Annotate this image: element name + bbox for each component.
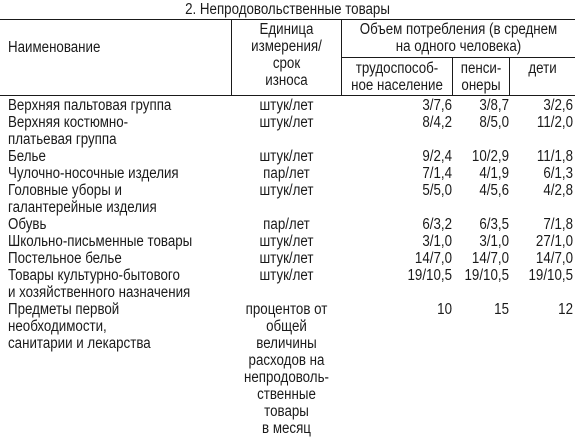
row-value: 6/3,2 <box>422 216 452 233</box>
table-title: 2. Непродовольственные товары <box>185 1 390 18</box>
row-value: 4/5,6 <box>479 182 509 199</box>
row-value: 19/10,5 <box>528 267 573 284</box>
unit-column-header: срок <box>272 55 301 72</box>
row-name: Белье <box>8 148 46 165</box>
row-value: 6/1,3 <box>543 165 573 182</box>
row-value: 3/7,6 <box>422 97 452 114</box>
row-value: 10 <box>437 301 452 318</box>
row-value: 15 <box>494 301 509 318</box>
row-unit: расходов на <box>248 352 325 369</box>
row-unit: штук/лет <box>259 267 314 284</box>
consumption-rule <box>342 57 575 58</box>
row-value: 19/10,5 <box>407 267 452 284</box>
row-unit: в месяц <box>262 420 311 437</box>
row-unit: пар/лет <box>263 165 310 182</box>
pensioners-header: пенси- <box>460 60 502 77</box>
row-value: 3/8,7 <box>479 97 509 114</box>
row-unit: товары <box>264 403 309 420</box>
row-name: Верхняя костюмно- <box>8 114 129 131</box>
working-age-header: трудоспособ- <box>355 60 439 77</box>
row-value: 19/10,5 <box>464 267 509 284</box>
row-name: Обувь <box>8 216 47 233</box>
children-header: дети <box>528 60 557 77</box>
row-unit: величины <box>256 335 317 352</box>
row-unit: непродоволь- <box>244 369 329 386</box>
row-value: 8/5,0 <box>479 114 509 131</box>
row-value: 10/2,9 <box>471 148 509 165</box>
row-unit: общей <box>266 318 307 335</box>
row-value: 12 <box>558 301 573 318</box>
unit-consumption-divider <box>341 20 342 96</box>
row-unit: штук/лет <box>259 97 314 114</box>
row-value: 4/2,8 <box>543 182 573 199</box>
row-name: платьевая группа <box>8 131 117 148</box>
pensioners-header: онеры <box>461 77 501 94</box>
row-value: 8/4,2 <box>422 114 452 131</box>
row-value: 14/7,0 <box>471 250 509 267</box>
row-unit: штук/лет <box>259 250 314 267</box>
row-name: Верхняя пальтовая группа <box>8 97 172 114</box>
header-bottom-rule <box>0 95 575 96</box>
row-unit: штук/лет <box>259 233 314 250</box>
unit-column-header: Единица <box>259 21 314 38</box>
row-name: галантерейные изделия <box>8 199 157 216</box>
row-value: 14/7,0 <box>535 250 573 267</box>
row-name: Товары культурно-бытового <box>8 267 180 284</box>
row-value: 3/2,6 <box>543 97 573 114</box>
row-unit: пар/лет <box>263 216 310 233</box>
row-value: 4/1,9 <box>479 165 509 182</box>
row-unit: штук/лет <box>259 148 314 165</box>
row-value: 3/1,0 <box>479 233 509 250</box>
row-value: 7/1,8 <box>543 216 573 233</box>
row-unit: штук/лет <box>259 114 314 131</box>
row-value: 3/1,0 <box>422 233 452 250</box>
row-name: санитарии и лекарства <box>8 335 151 352</box>
row-name: Головные уборы и <box>8 182 122 199</box>
unit-column-header: износа <box>265 72 308 89</box>
row-value: 11/1,8 <box>536 148 573 165</box>
pensioner-children-divider <box>509 58 510 96</box>
consumption-header: Объем потребления (в среднем <box>359 21 558 38</box>
row-name: и хозяйственного назначения <box>8 284 191 301</box>
name-unit-divider <box>231 20 232 96</box>
row-unit: штук/лет <box>259 182 314 199</box>
row-value: 5/5,0 <box>422 182 452 199</box>
row-name: необходимости, <box>8 318 107 335</box>
top-rule <box>0 19 575 20</box>
row-unit: процентов от <box>245 301 328 318</box>
row-name: Школьно-письменные товары <box>8 233 193 250</box>
row-name: Постельное белье <box>8 250 122 267</box>
unit-column-header: измерения/ <box>251 38 322 55</box>
row-value: 7/1,4 <box>422 165 452 182</box>
row-value: 27/1,0 <box>535 233 573 250</box>
name-column-header: Наименование <box>8 39 101 56</box>
row-value: 11/2,0 <box>536 114 573 131</box>
working-pensioner-divider <box>452 58 453 96</box>
consumption-header: на одного человека) <box>395 38 522 55</box>
row-value: 9/2,4 <box>422 148 452 165</box>
row-value: 14/7,0 <box>414 250 452 267</box>
row-name: Предметы первой <box>8 301 120 318</box>
working-age-header: ное население <box>351 77 443 94</box>
row-name: Чулочно-носочные изделия <box>8 165 179 182</box>
row-value: 6/3,5 <box>479 216 509 233</box>
row-unit: ственные <box>257 386 316 403</box>
